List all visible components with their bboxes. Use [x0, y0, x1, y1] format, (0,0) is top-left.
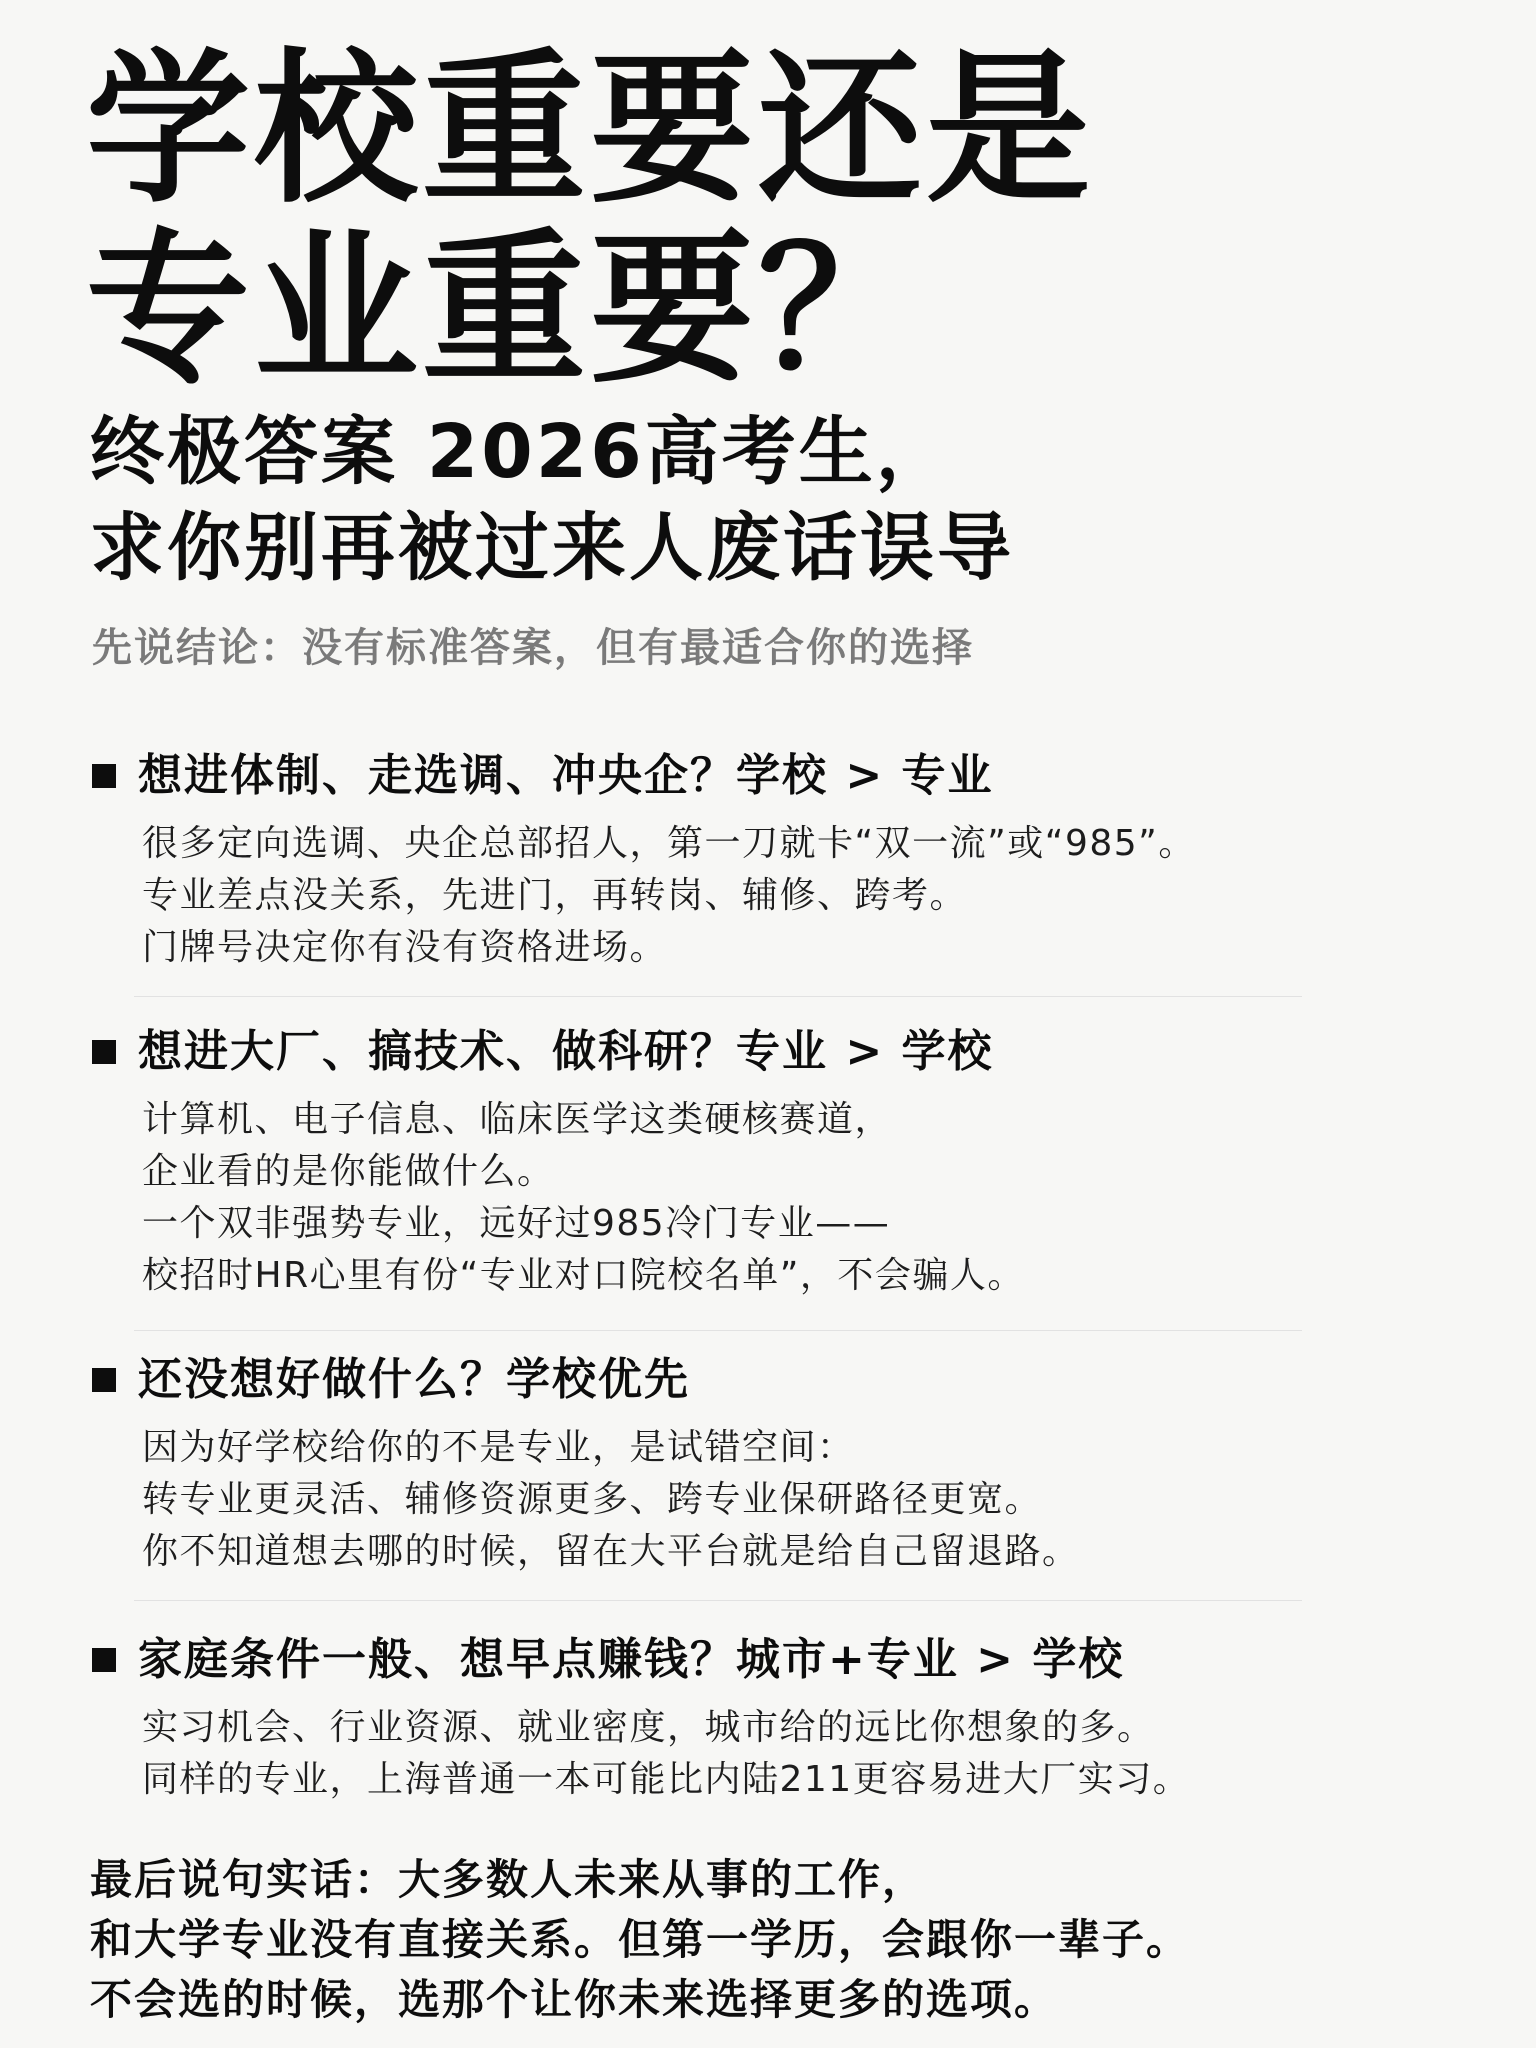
body-line: 专业差点没关系，先进门，再转岗、辅修、跨考。: [142, 875, 968, 916]
section-heading: [92, 1350, 1302, 1410]
subtitle-line: 求你别再被过来人废话误导: [90, 505, 1014, 591]
conclusion-line: 不会选的时候，选那个让你未来选择更多的选项。: [90, 1975, 1059, 2024]
section-undecided: [92, 1350, 1302, 1578]
conclusion: [90, 1850, 1190, 2030]
square-bullet-icon: [92, 764, 116, 788]
conclusion-line: 和大学专业没有直接关系。但第一学历，会跟你一辈子。: [90, 1915, 1191, 1964]
summary-text: 先说结论：没有标准答案，但有最适合你的选择: [92, 625, 974, 671]
conclusion-line: 最后说句实话：大多数人未来从事的工作，: [90, 1855, 927, 1904]
main-title-line: 学校重要还是: [86, 34, 1095, 225]
section-heading: [92, 1022, 1302, 1082]
square-bullet-icon: [92, 1648, 116, 1672]
section-body: [142, 1702, 1302, 1806]
subtitle: [90, 404, 1014, 596]
section-title: 想进大厂、搞技术、做科研？专业 > 学校: [138, 1026, 994, 1077]
body-line: 很多定向选调、央企总部招人，第一刀就卡“双一流”或“985”。: [142, 823, 1196, 864]
body-line: 一个双非强势专业，远好过985冷门专业——: [142, 1203, 891, 1244]
section-title: 家庭条件一般、想早点赚钱？城市+专业 > 学校: [138, 1634, 1125, 1685]
section-body: [142, 818, 1302, 974]
subtitle-line: 终极答案 2026高考生，: [90, 409, 953, 495]
body-line: 因为好学校给你的不是专业，是试错空间：: [142, 1427, 855, 1468]
section-title: 还没想好做什么？学校优先: [138, 1354, 690, 1405]
body-line: 企业看的是你能做什么。: [142, 1151, 555, 1192]
section-tech-careers: [92, 1022, 1302, 1302]
body-line: 你不知道想去哪的时候，留在大平台就是给自己留退路。: [142, 1531, 1080, 1572]
section-title: 想进体制、走选调、冲央企？学校 > 专业: [138, 750, 994, 801]
section-divider: [134, 1600, 1302, 1601]
body-line: 实习机会、行业资源、就业密度，城市给的远比你想象的多。: [142, 1707, 1155, 1748]
section-body: [142, 1422, 1302, 1578]
body-line: 门牌号决定你有没有资格进场。: [142, 927, 668, 968]
square-bullet-icon: [92, 1040, 116, 1064]
section-divider: [134, 1330, 1302, 1331]
section-earn-early: [92, 1630, 1302, 1806]
section-system-careers: [92, 746, 1302, 974]
body-line: 校招时HR心里有份“专业对口院校名单”，不会骗人。: [142, 1255, 1025, 1296]
body-line: 同样的专业，上海普通一本可能比内陆211更容易进大厂实习。: [142, 1759, 1191, 1800]
body-line: 计算机、电子信息、临床医学这类硬核赛道，: [142, 1099, 893, 1140]
section-heading: [92, 1630, 1302, 1690]
main-title-line: 专业重要？: [86, 214, 927, 405]
main-title: [86, 34, 1095, 405]
section-heading: [92, 746, 1302, 806]
body-line: 转专业更灵活、辅修资源更多、跨专业保研路径更宽。: [142, 1479, 1043, 1520]
square-bullet-icon: [92, 1368, 116, 1392]
section-body: [142, 1094, 1302, 1302]
section-divider: [134, 996, 1302, 997]
